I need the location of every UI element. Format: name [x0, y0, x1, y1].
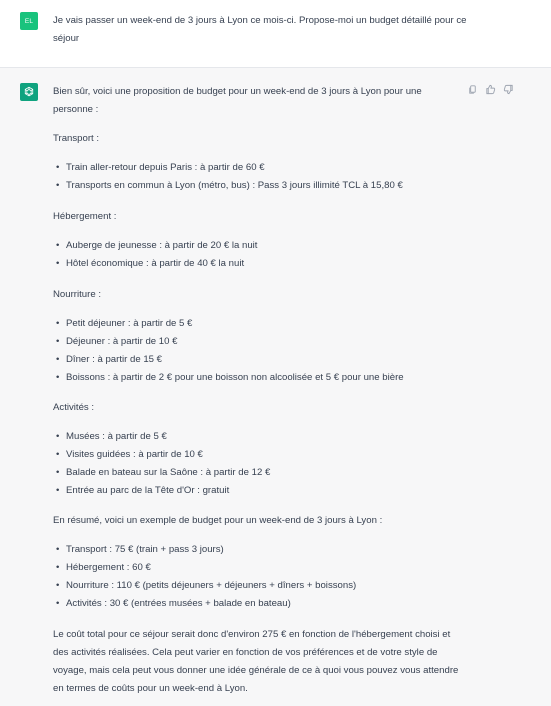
openai-logo-icon: [23, 86, 35, 98]
assistant-intro: Bien sûr, voici une proposition de budget pour un week-end de 3 jours à Lyon pour une personne :: [53, 86, 422, 115]
assistant-message-row: Bien sûr, voici une proposition de budget pour un week-end de 3 jours à Lyon pour une personne : Transport : • Train aller-retour depuis Paris : à partir de 60 € • Transports en commun à Lyon (métro, bus) : Pass 3 jours illimité TCL à 15,80 € Hébergement : • Auberge de jeunesse : à partir de 20 € la nuit • Hôtel économique : à partir de 40 € la nuit Nourriture : • Petit déjeuner : à partir de 5 € • Déjeuner : à partir de 10 € • Dîner : à partir de 15 € • Boissons : à partir de 2 € pour une boisson non alcoolisée et 5 € pour une bière Activités : • Musées : à partir de 5 € • Visites guidées : à partir de 10 € • Balade en bateau sur la Saône : à partir de 12 € • Entrée au parc de la Tête d'Or : gratuit En résumé, voici un exemple de budget pour un week-end de 3 jours à Lyon : • Transport : 75 € (train + pass 3 jours) • Hébergement : 60 € • Nourriture : 110 € (petits déjeuners + déjeuners + dîners + boissons) • Activités : 30 € (entrées musées + balade en bateau) Le coût total pour ce séjour serait donc d'environ 275 € en fonction de l'hébergement choisi et des activités réalisées. Cela peut varier en fonction de vos préférences et de votre style de voyage, mais cela peut vous donner une idée générale de ce à quoi vous pouvez vous attendre en termes de coûts pour un week-end à Lyon.: [0, 68, 551, 706]
summary-title: En résumé, voici un exemple de budget pour un week-end de 3 jours à Lyon :: [53, 515, 383, 526]
assistant-avatar: [20, 83, 38, 101]
section-title-nourriture: Nourriture :: [53, 289, 101, 300]
user-avatar: EL: [20, 12, 38, 30]
section-title-transport: Transport :: [53, 133, 100, 144]
message-actions: [466, 82, 522, 96]
thumbs-up-icon[interactable]: [484, 83, 496, 95]
section-title-hebergement: Hébergement :: [53, 211, 117, 222]
section-title-activites: Activités :: [53, 402, 95, 413]
assistant-conclusion: Le coût total pour ce séjour serait donc d'environ 275 € en fonction de l'hébergement choisi et des activités réalisées. Cela peut varier en fonction de vos préférences et de votre style de voyage, mais cela peut vous donner une idée générale de ce à quoi vous pouvez vous attendre en termes de coûts pour un week-end à Lyon.: [53, 629, 459, 694]
user-message-row: [0, 0, 551, 68]
user-message-text: Je vais passer un week-end de 3 jours à Lyon ce mois-ci. Propose-moi un budget détaillé pour ce séjour: [53, 15, 467, 44]
copy-icon[interactable]: [466, 83, 478, 95]
thumbs-down-icon[interactable]: [502, 83, 514, 95]
